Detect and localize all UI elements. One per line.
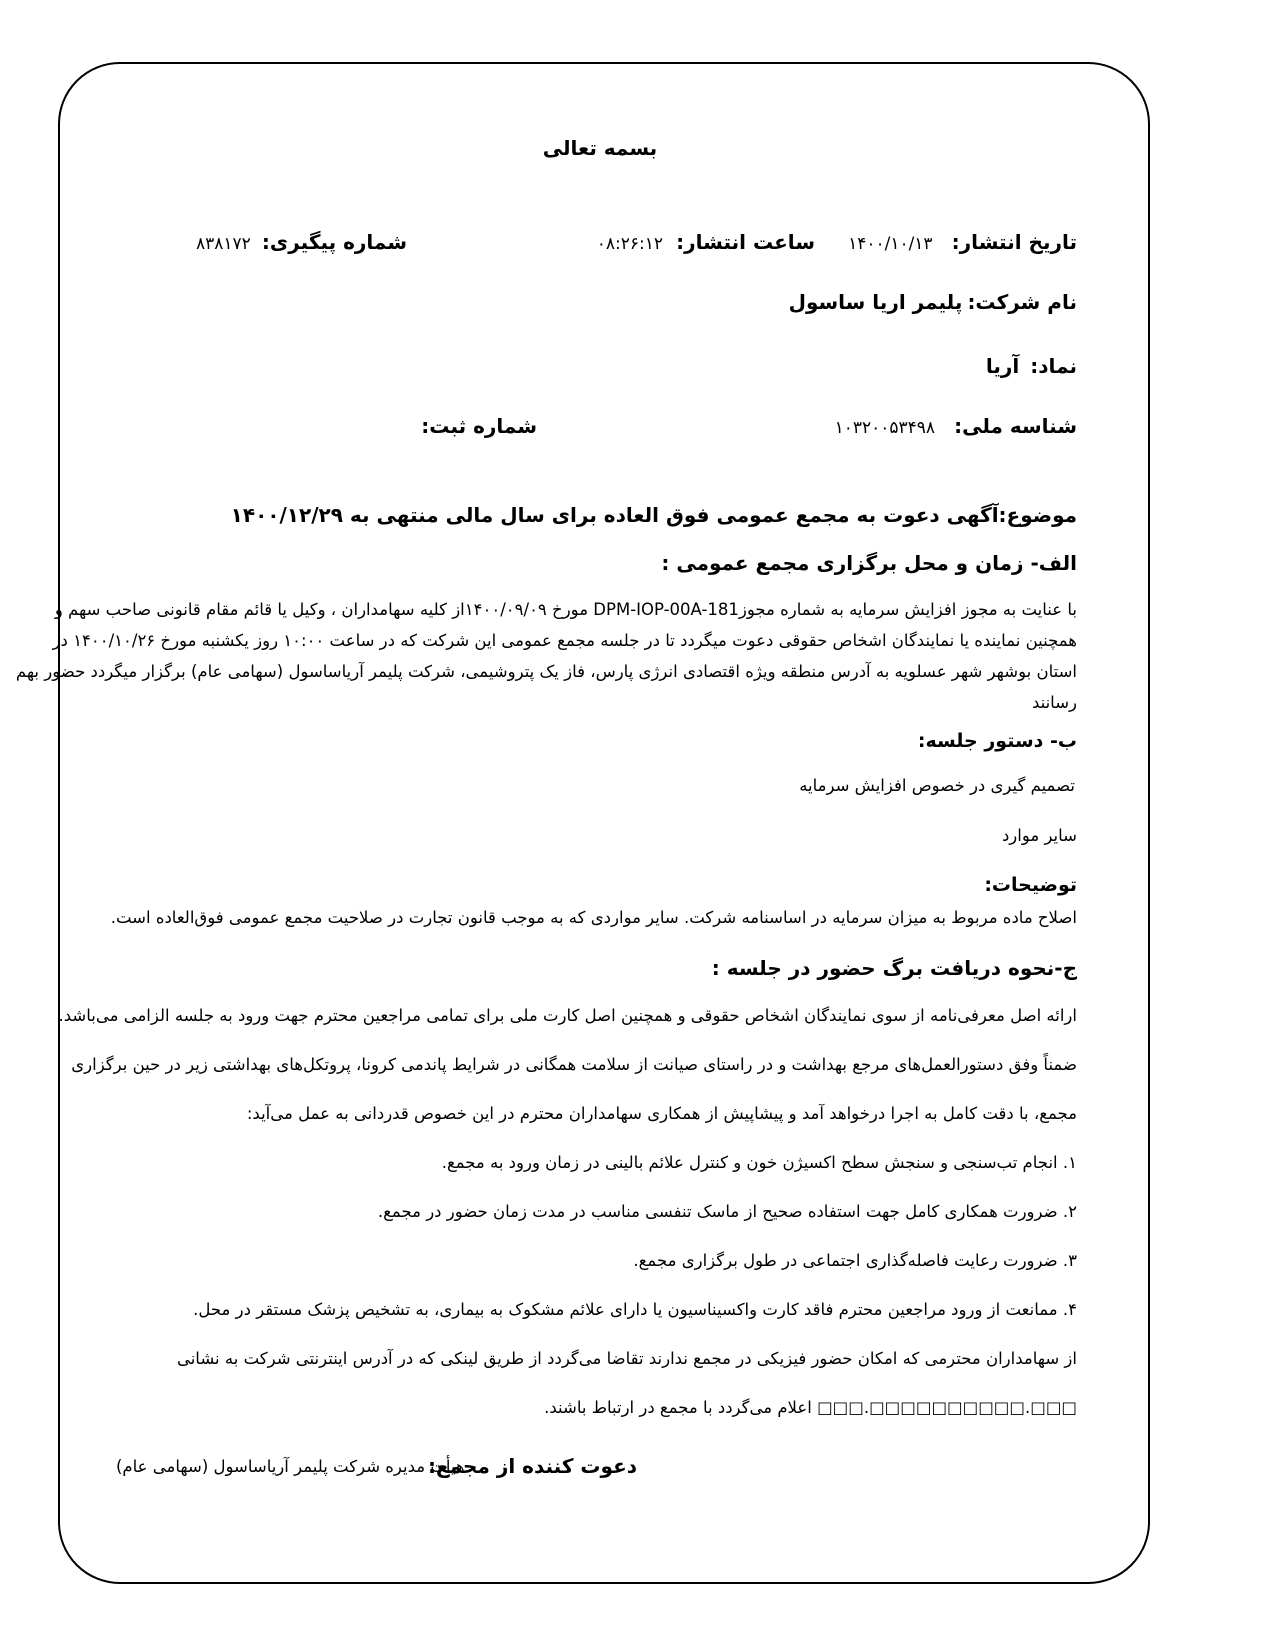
symbol <box>986 354 1077 378</box>
section-c-line-2: ضمناً وفق دستورالعمل‌های مرجع بهداشت و در راستای صیانت از سلامت همگانی در شرایط پاندمی کرونا، پروتکل‌های بهداشتی زیر در حین برگزاری <box>71 1055 1077 1074</box>
registration-label: شماره ثبت: <box>421 414 537 438</box>
subject-heading: موضوع:آگهی دعوت به مجمع عمومی فوق العاده برای سال مالی منتهی به ۱۴۰۰/۱۲/۲۹ <box>230 503 1077 527</box>
registration-number <box>421 414 537 438</box>
company-value: پلیمر اریا ساسول <box>788 290 963 314</box>
section-c-line-1: ارائه اصل معرفی‌نامه از سوی نمایندگان اشخاص حقوقی و همچنین اصل کارت ملی برای تمامی مراجعین محترم جهت ورود به جلسه الزامی می‌باشد. <box>58 1006 1077 1025</box>
company-name <box>789 290 1077 314</box>
protocol-item-2: ۲. ضرورت همکاری کامل جهت استفاده صحیح از ماسک تنفسی مناسب در مدت زمان حضور در مجمع. <box>377 1202 1077 1221</box>
notes-title: توضیحات: <box>984 874 1077 896</box>
national-id-label: شناسه ملی: <box>954 414 1077 438</box>
protocol-item-3: ۳. ضرورت رعایت فاصله‌گذاری اجتماعی در طول برگزاری مجمع. <box>633 1251 1077 1270</box>
publish-date-value: ۱۴۰۰/۱۰/۱۳ <box>848 234 933 254</box>
online-attendance-line-1: از سهامداران محترمی که امکان حضور فیزیکی در مجمع ندارند تقاضا می‌گردد از طریق لینکی که در آدرس اینترنتی شرکت به نشانی <box>176 1349 1077 1368</box>
publish-time-label: ساعت انتشار: <box>676 230 815 254</box>
publish-time-value: ۰۸:۲۶:۱۲ <box>596 234 664 254</box>
company-label: نام شرکت: <box>967 290 1077 314</box>
section-a-body <box>15 594 1077 718</box>
basmala-heading: بسمه تعالی <box>542 136 658 160</box>
agenda-item-1: تصمیم گیری در خصوص افزایش سرمایه <box>799 776 1075 795</box>
national-id-value: ۱۰۳۲۰۰۵۳۴۹۸ <box>834 418 936 438</box>
tracking-label: شماره پیگیری: <box>261 230 407 254</box>
section-a-line-2: همچنین نماینده یا نمایندگان اشخاص حقوقی دعوت میگردد تا در جلسه مجمع عمومی این شرکت که در ساعت ۱۰:۰۰ روز یکشنبه مورخ ۱۴۰۰/۱۰/۲۶ در <box>52 631 1077 650</box>
publish-date-label: تاریخ انتشار: <box>951 230 1077 254</box>
protocol-item-4: ۴. ممانعت از ورود مراجعین محترم فاقد کارت واکسیناسیون یا دارای علائم مشکوک به بیماری، به تشخیص پزشک مستقر در محل. <box>193 1300 1077 1319</box>
publish-time <box>597 230 815 254</box>
inviter-label: دعوت کننده از مجمع: <box>427 1454 637 1478</box>
symbol-label: نماد: <box>1030 354 1077 378</box>
protocol-item-1: ۱. انجام تب‌سنجی و سنجش سطح اکسیژن خون و کنترل علائم بالینی در زمان ورود به مجمع. <box>441 1153 1077 1172</box>
section-a-line-4: رسانند <box>1031 693 1077 712</box>
section-b-title: ب- دستور جلسه: <box>917 730 1077 752</box>
section-a-line-1: با عنایت به مجوز افزایش سرمایه به شماره مجوزDPM-IOP-00A-181 مورخ ۱۴۰۰/۰۹/۰۹از کلیه سهامداران ، وکیل یا قائم مقام قانونی صاحب سهم و <box>54 600 1077 619</box>
section-a-title: الف- زمان و محل برگزاری مجمع عمومی : <box>661 551 1077 575</box>
national-id <box>835 414 1077 438</box>
agenda-item-2: سایر موارد <box>1001 826 1077 845</box>
online-attendance-line-2: □□□.□□□□□□□□□□.□□□ اعلام می‌گردد با مجمع در ارتباط باشند. <box>544 1398 1077 1417</box>
symbol-value: آریا <box>985 354 1020 378</box>
notes-text: اصلاح ماده مربوط به میزان سرمایه در اساسنامه شرکت. سایر مواردی که به موجب قانون تجارت در صلاحیت مجمع عمومی فوق‌العاده است. <box>110 908 1077 927</box>
tracking-number <box>196 230 407 254</box>
section-c-line-3: مجمع، با دقت کامل به اجرا درخواهد آمد و پیشاپیش از همکاری سهامداران محترم در این خصوص قدردانی به عمل می‌آید: <box>246 1104 1077 1123</box>
section-a-line-3: استان بوشهر شهر عسلویه به آدرس منطقه ویژه اقتصادی انرژی پارس، فاز یک پتروشیمی، شرکت پلیمر آریاساسول (سهامی عام) برگزار میگردد حضور بهم <box>15 662 1077 681</box>
inviter-value: هیأت مدیره شرکت پلیمر آریاساسول (سهامی عام) <box>116 1457 465 1476</box>
publish-date <box>848 230 1077 254</box>
tracking-value: ۸۳۸۱۷۲ <box>196 234 251 254</box>
section-c-title: ج-نحوه دریافت برگ حضور در جلسه : <box>711 956 1077 980</box>
